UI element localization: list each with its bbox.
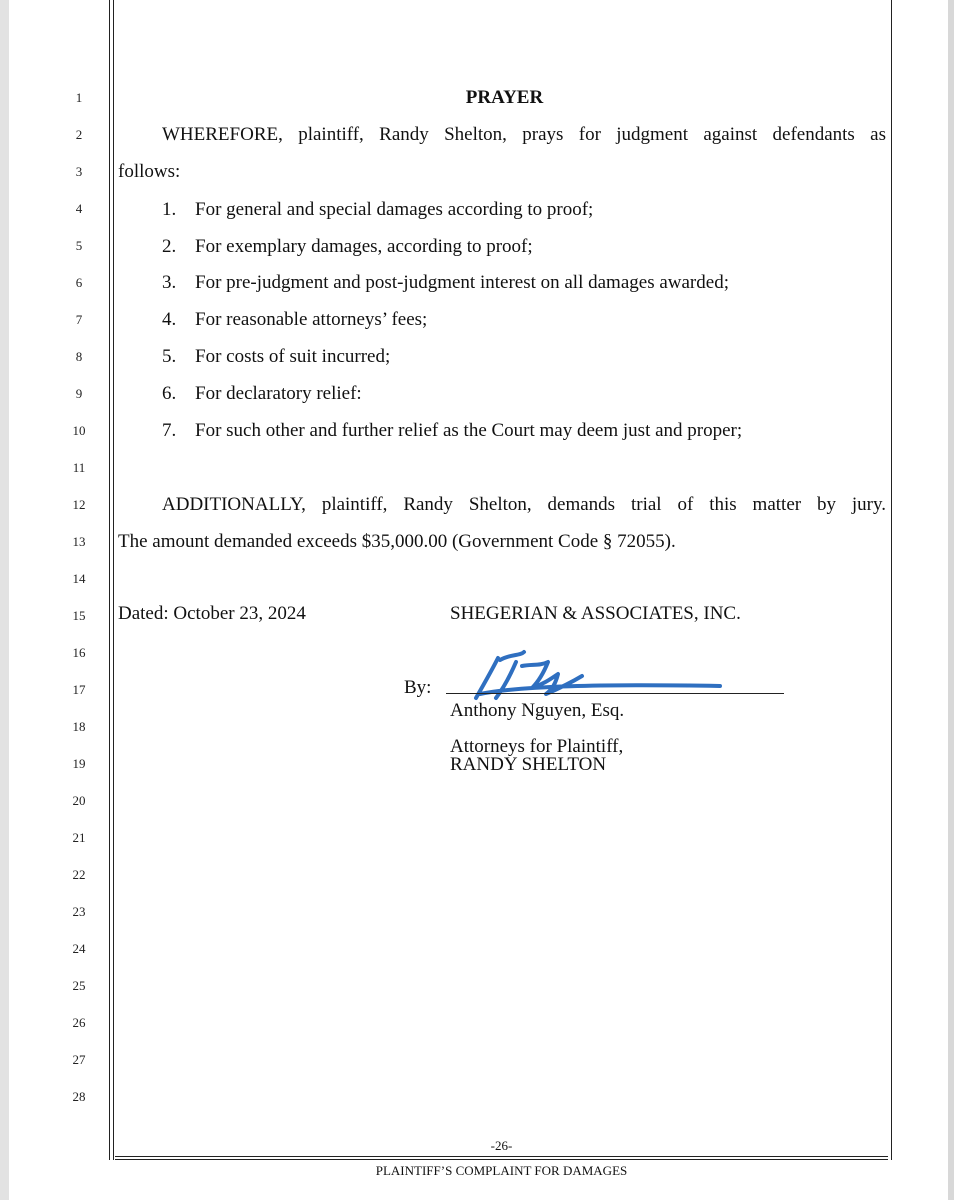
line-number: 16 bbox=[72, 645, 86, 660]
list-item-number: 2. bbox=[162, 236, 177, 257]
page-number: -26- bbox=[490, 1138, 513, 1153]
line-number: 5 bbox=[75, 238, 83, 253]
line-number: 7 bbox=[75, 312, 83, 327]
line-number: 20 bbox=[72, 793, 86, 808]
line-number: 10 bbox=[72, 423, 86, 438]
prayer-intro-line2: follows: bbox=[118, 161, 181, 182]
list-item-number: 5. bbox=[162, 346, 177, 367]
jury-demand-line2: The amount demanded exceeds $35,000.00 (Government Code § 72055). bbox=[118, 531, 676, 552]
prayer-intro-line1: WHEREFORE, plaintiff, Randy Shelton, prays for judgment against defendants as bbox=[162, 124, 886, 145]
list-item-number: 1. bbox=[162, 199, 177, 220]
line-number: 21 bbox=[72, 830, 86, 845]
list-item-number: 6. bbox=[162, 383, 177, 404]
signature-line bbox=[446, 693, 784, 694]
list-item: For costs of suit incurred; bbox=[195, 346, 391, 367]
list-item: For exemplary damages, according to proof; bbox=[195, 236, 533, 257]
margin-rule-right bbox=[891, 0, 892, 1160]
line-number: 25 bbox=[72, 978, 86, 993]
firm-name: SHEGERIAN & ASSOCIATES, INC. bbox=[450, 603, 741, 624]
footer-rule-top bbox=[115, 1156, 888, 1157]
page-edge-left bbox=[0, 0, 9, 1200]
client-name: RANDY SHELTON bbox=[450, 754, 607, 775]
line-number: 26 bbox=[72, 1015, 86, 1030]
line-number: 8 bbox=[75, 349, 83, 364]
page-edge-right bbox=[948, 0, 954, 1200]
list-item: For reasonable attorneys’ fees; bbox=[195, 309, 428, 330]
line-number: 3 bbox=[75, 164, 83, 179]
line-number: 1 bbox=[75, 90, 83, 105]
by-label: By: bbox=[404, 677, 432, 698]
margin-rule-inner bbox=[113, 0, 114, 1160]
line-number: 6 bbox=[75, 275, 83, 290]
line-number: 24 bbox=[72, 941, 86, 956]
line-number: 22 bbox=[72, 867, 86, 882]
list-item-number: 4. bbox=[162, 309, 177, 330]
jury-demand-line1: ADDITIONALLY, plaintiff, Randy Shelton, demands trial of this matter by jury. bbox=[162, 494, 886, 515]
attorney-role: Attorneys for Plaintiff, bbox=[450, 736, 624, 757]
line-number: 4 bbox=[75, 201, 83, 216]
page-title: PRAYER bbox=[465, 87, 544, 108]
line-number: 12 bbox=[72, 497, 86, 512]
line-number: 2 bbox=[75, 127, 83, 142]
line-number: 17 bbox=[72, 682, 86, 697]
list-item: For pre-judgment and post-judgment interest on all damages awarded; bbox=[195, 272, 729, 293]
footer-rule-bottom bbox=[115, 1159, 888, 1160]
list-item: For general and special damages according to proof; bbox=[195, 199, 594, 220]
list-item-number: 7. bbox=[162, 420, 177, 441]
attorney-name: Anthony Nguyen, Esq. bbox=[450, 700, 625, 721]
dated-line: Dated: October 23, 2024 bbox=[118, 603, 306, 624]
margin-rule-outer bbox=[109, 0, 110, 1160]
list-item-number: 3. bbox=[162, 272, 177, 293]
line-number: 11 bbox=[72, 460, 86, 475]
line-number: 15 bbox=[72, 608, 86, 623]
line-number: 27 bbox=[72, 1052, 86, 1067]
line-number: 18 bbox=[72, 719, 86, 734]
list-item: For such other and further relief as the Court may deem just and proper; bbox=[195, 420, 743, 441]
line-number: 19 bbox=[72, 756, 86, 771]
list-item: For declaratory relief: bbox=[195, 383, 362, 404]
line-number: 13 bbox=[72, 534, 86, 549]
line-number: 28 bbox=[72, 1089, 86, 1104]
line-number: 9 bbox=[75, 386, 83, 401]
line-number: 23 bbox=[72, 904, 86, 919]
footer-title: PLAINTIFF’S COMPLAINT FOR DAMAGES bbox=[375, 1163, 628, 1178]
line-number: 14 bbox=[72, 571, 86, 586]
